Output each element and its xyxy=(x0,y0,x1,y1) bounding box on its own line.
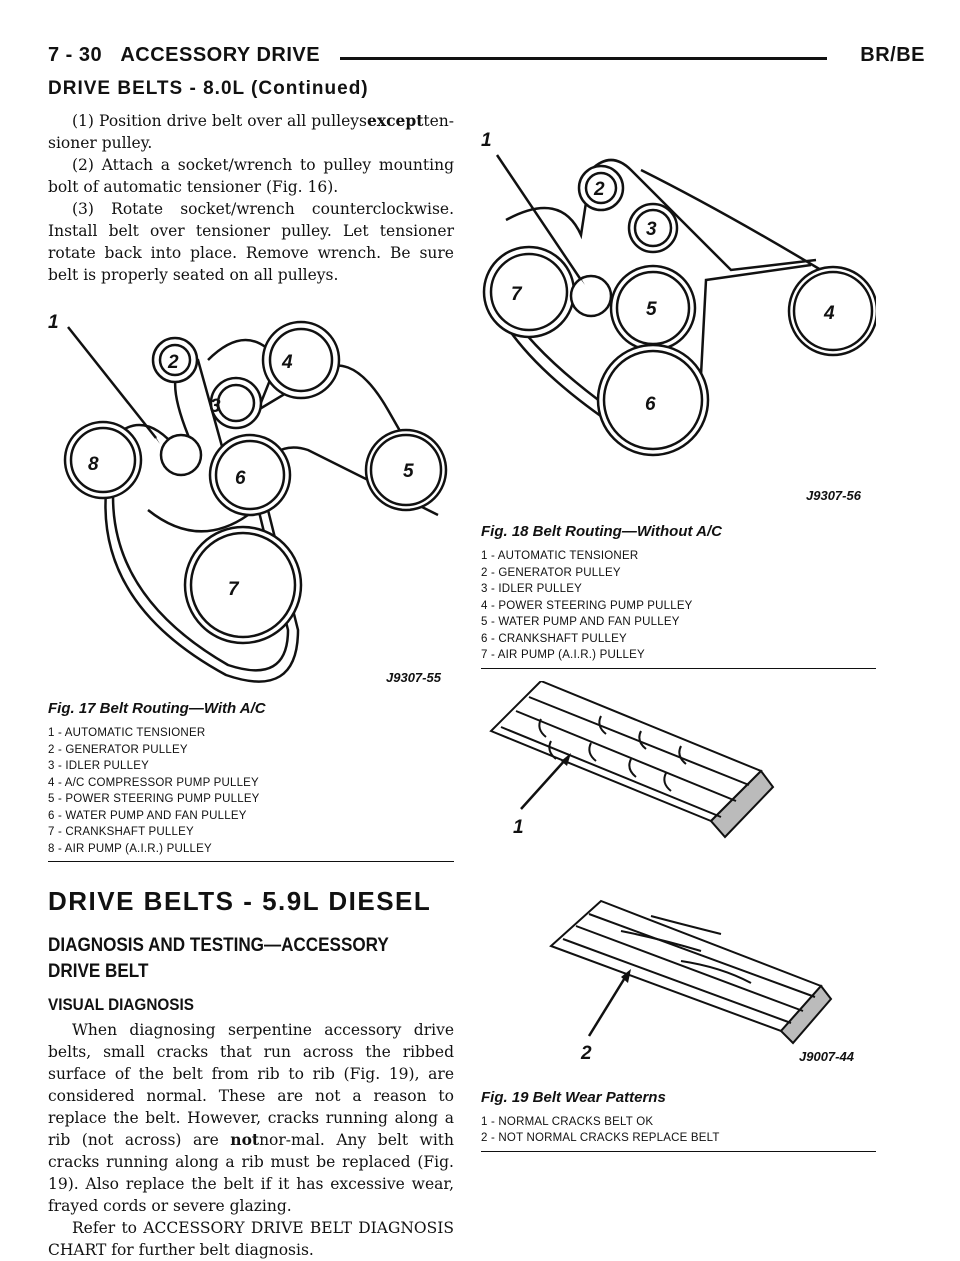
belt-routing-with-ac-diagram xyxy=(48,300,454,692)
figure-17-rule xyxy=(48,861,454,862)
callout-1: 1 xyxy=(481,130,492,151)
callout-7: 7 xyxy=(511,284,522,305)
belt-routing-without-ac-diagram xyxy=(481,110,876,515)
section-subsubtitle: VISUAL DIAGNOSIS xyxy=(48,995,194,1014)
callout-3: 3 xyxy=(646,219,657,240)
figure-17-caption: Fig. 17 Belt Routing—With A/C xyxy=(48,700,266,717)
legend-item: 6 - WATER PUMP AND FAN PULLEY xyxy=(48,809,247,822)
header-page-section: 7 - 30 ACCESSORY DRIVE xyxy=(48,44,321,66)
callout-7: 7 xyxy=(228,579,239,600)
callout-8: 8 xyxy=(88,454,99,475)
step-3: (3) Rotate socket/wrench counterclockwise. Install belt over tensioner pulley. Let tensioner rotate back into place. Remove wrench. Be sure belt is properly seated on all pulleys. xyxy=(48,200,454,284)
callout-5: 5 xyxy=(646,299,657,320)
callout-5: 5 xyxy=(403,461,414,482)
figure-19-caption: Fig. 19 Belt Wear Patterns xyxy=(481,1088,666,1106)
right-column xyxy=(481,110,876,1152)
figure-code: J9007-44 xyxy=(799,1048,854,1064)
legend-item: 2 - GENERATOR PULLEY xyxy=(48,743,188,756)
callout-6: 6 xyxy=(645,394,656,415)
legend-item: 5 - POWER STEERING PUMP PULLEY xyxy=(48,793,260,805)
step-1: (1) Position drive belt over all pulleysexceptten-sioner pulley. xyxy=(48,111,454,152)
legend-item: 3 - IDLER PULLEY xyxy=(481,583,582,595)
section-subtitle: DIAGNOSIS AND TESTING—ACCESSORY DRIVE BELT xyxy=(48,935,389,982)
legend-item: 3 - IDLER PULLEY xyxy=(48,760,149,772)
callout-2: 2 xyxy=(168,352,179,373)
legend-item: 1 - NORMAL CRACKS BELT OK xyxy=(481,1115,654,1128)
figure-18-caption: Fig. 18 Belt Routing—Without A/C xyxy=(481,523,722,540)
legend-item: 2 - NOT NORMAL CRACKS REPLACE BELT xyxy=(481,1132,720,1144)
page-header xyxy=(48,44,925,76)
legend-item: 1 - AUTOMATIC TENSIONER xyxy=(48,727,206,739)
legend-item: 1 - AUTOMATIC TENSIONER xyxy=(481,550,639,562)
header-model: BR/BE xyxy=(860,44,925,66)
figure-code: J9307-56 xyxy=(806,488,861,503)
callout-3: 3 xyxy=(210,396,221,417)
figure-19-legend xyxy=(481,1114,876,1147)
left-column xyxy=(48,110,454,1261)
legend-item: 5 - WATER PUMP AND FAN PULLEY xyxy=(481,616,680,628)
callout-4: 4 xyxy=(282,352,293,373)
figure-code: J9307-55 xyxy=(386,670,441,685)
callout-1: 1 xyxy=(513,816,524,838)
legend-item: 8 - AIR PUMP (A.I.R.) PULLEY xyxy=(48,842,212,855)
legend-item: 7 - AIR PUMP (A.I.R.) PULLEY xyxy=(481,649,645,661)
continued-title: DRIVE BELTS - 8.0L (Continued) xyxy=(48,78,369,99)
belt-wear-patterns-diagram xyxy=(481,681,876,1081)
diagnosis-paragraph: When diagnosing serpentine accessory drive belts, small cracks that run across the ribbed surface of the belt from rib to rib (Fig. 19), are considered normal. These are not a reason to replace the belt. However, cracks running along a rib (not across) are notnor-mal. Any belt with cracks running along a rib must be replaced (Fig. 19). Also replace the belt if it has excessive wear, frayed cords or severe glazing. xyxy=(48,1021,454,1215)
callout-2: 2 xyxy=(594,179,605,200)
legend-item: 7 - CRANKSHAFT PULLEY xyxy=(48,826,194,838)
header-rule xyxy=(340,57,827,60)
figure-18-rule xyxy=(481,668,876,669)
legend-item: 6 - CRANKSHAFT PULLEY xyxy=(481,632,627,645)
step-2: (2) Attach a socket/wrench to pulley mounting bolt of automatic tensioner (Fig. 16). xyxy=(48,156,454,196)
figure-19-rule xyxy=(481,1151,876,1152)
figure-17-legend xyxy=(48,725,454,857)
section-title: DRIVE BELTS - 5.9L DIESEL xyxy=(48,886,432,916)
figure-18-legend xyxy=(481,548,876,664)
legend-item: 4 - A/C COMPRESSOR PUMP PULLEY xyxy=(48,776,259,789)
figure-19 xyxy=(481,681,876,1152)
callout-4: 4 xyxy=(824,303,835,324)
legend-item: 4 - POWER STEERING PUMP PULLEY xyxy=(481,599,693,612)
legend-item: 2 - GENERATOR PULLEY xyxy=(481,566,621,579)
figure-18 xyxy=(481,110,876,669)
callout-2: 2 xyxy=(581,1042,592,1064)
figure-17 xyxy=(48,300,454,862)
callout-1: 1 xyxy=(48,312,59,333)
refer-paragraph: Refer to ACCESSORY DRIVE BELT DIAGNOSIS CHART for further belt diagnosis. xyxy=(48,1219,454,1259)
callout-6: 6 xyxy=(235,468,246,489)
